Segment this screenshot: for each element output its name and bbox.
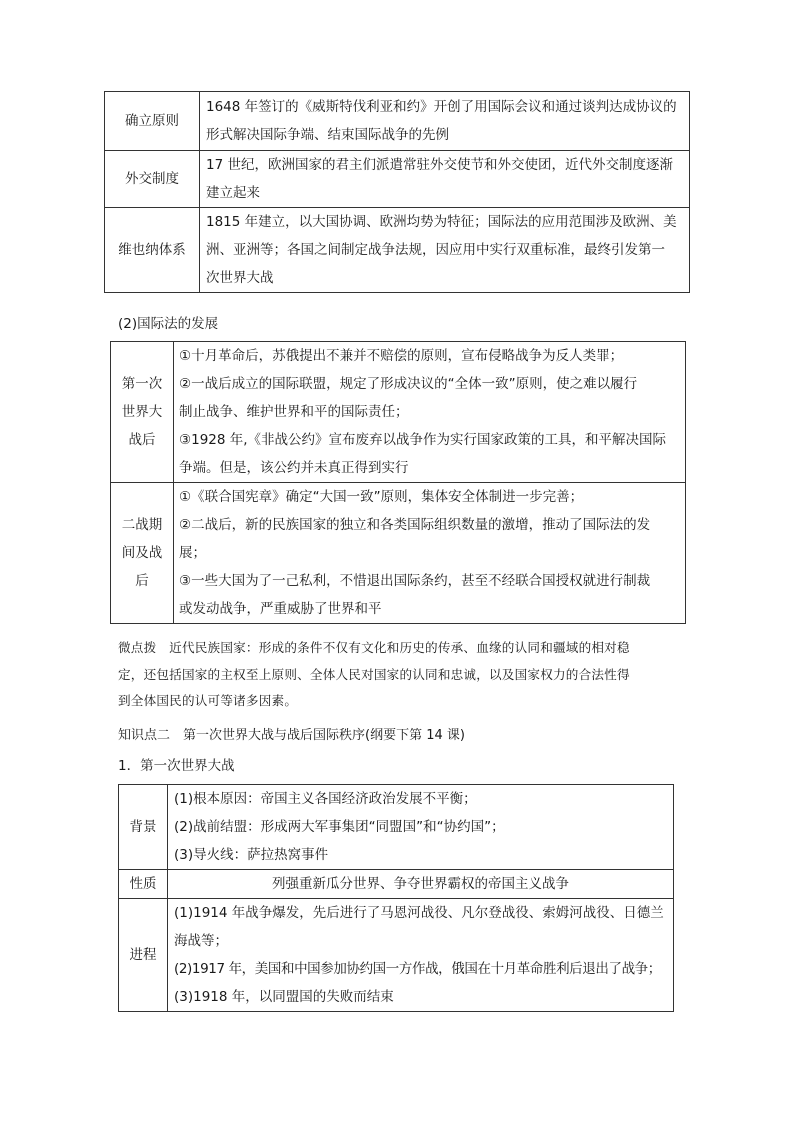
header-line: 第一次 [121, 376, 163, 392]
text-line: (3)1918 年，以同盟国的失败而结束 [174, 989, 394, 1005]
text-line: ②二战后，新的民族国家的独立和各类国际组织数量的激增，推动了国际法的发 [179, 517, 651, 533]
text-line: ③一些大国为了一己私利，不惜退出国际条约，甚至不经联合国授权就进行制裁 [179, 573, 651, 589]
text-line: ①十月革命后，苏俄提出不兼并不赔偿的原则，宣布侵略战争为反人类罪； [179, 348, 624, 364]
text-line: (1)1914 年战争爆发，先后进行了马恩河战役、凡尔登战役、索姆河战役、日德兰 [174, 905, 664, 921]
text-line: 定，还包括国家的主权至上原则、全体人民对国家的认同和忠诚，以及国家权力的合法性得 [118, 666, 630, 682]
header-line: 后 [135, 573, 149, 589]
table-row [119, 870, 674, 899]
table-row [119, 899, 674, 1012]
row-content [200, 208, 690, 293]
row-content [174, 342, 686, 483]
text-line: (2)1917 年，美国和中国参加协约国一方作战，俄国在十月革命胜利后退出了战争； [174, 961, 661, 977]
text-line: 建立起来 [206, 185, 260, 201]
header-line: 世界大 [121, 404, 163, 420]
table-row [111, 342, 686, 483]
text-line: 1648 年签订的《威斯特伐利亚和约》开创了用国际会议和通过谈判达成协议的 [206, 99, 677, 115]
table-row [105, 151, 690, 208]
table-world-war-one [118, 784, 674, 1012]
text-line: ③1928 年,《非战公约》宣布废弃以战争作为实行国家政策的工具，和平解决国际 [179, 432, 667, 448]
text-line: 制止战争、维护世界和平的国际责任； [179, 404, 409, 420]
row-content [168, 870, 674, 899]
text-line: 洲、亚洲等；各国之间制定战争法规，因应用中实行双重标准，最终引发第一 [206, 242, 665, 258]
text-line: 1815 年建立，以大国协调、欧洲均势为特征；国际法的应用范围涉及欧洲、美 [206, 214, 677, 230]
table-row [119, 785, 674, 870]
row-header: 背景 [119, 785, 168, 870]
table-row [105, 208, 690, 293]
row-header: 维也纳体系 [105, 208, 200, 293]
header-line: 二战期 [121, 517, 163, 533]
text-line: 展； [179, 545, 206, 561]
text-line: ①《联合国宪章》确定“大国一致”原则，集体安全体制进一步完善； [179, 489, 584, 505]
text-line: 争端。但是，该公约并未真正得到实行 [179, 460, 409, 476]
header-line: 战后 [128, 432, 156, 448]
row-content [174, 483, 686, 624]
section-title: (2)国际法的发展 [118, 316, 219, 332]
text-line: 或发动战争，严重威胁了世界和平 [179, 601, 382, 617]
table-row [111, 483, 686, 624]
row-content [200, 151, 690, 208]
text-line: 次世界大战 [206, 270, 274, 286]
text-line: (3)导火线：萨拉热窝事件 [174, 847, 329, 863]
text-line: 海战等； [174, 933, 228, 949]
text-line: ②一战后成立的国际联盟，规定了形成决议的“全体一致”原则，使之难以履行 [179, 376, 638, 392]
tip-paragraph [118, 635, 684, 715]
text-line: 微点拨 近代民族国家：形成的条件不仅有文化和历史的传承、血缘的认同和疆域的相对稳 [118, 640, 630, 655]
text-line: (1)根本原因：帝国主义各国经济政治发展不平衡； [174, 791, 477, 807]
row-content [200, 92, 690, 151]
text-line: 到全体国民的认可等诸多因素。 [118, 693, 298, 708]
subsection-title: 1．第一次世界大战 [118, 758, 235, 774]
row-header [111, 483, 174, 624]
row-header: 进程 [119, 899, 168, 1012]
text-line: 形式解决国际争端、结束国际战争的先例 [206, 127, 449, 143]
table-row [105, 92, 690, 151]
row-header: 外交制度 [105, 151, 200, 208]
text-line: 17 世纪，欧洲国家的君主们派遣常驻外交使节和外交使团，近代外交制度逐渐 [206, 157, 673, 173]
table-international-law-development [110, 341, 686, 624]
text-line: 列强重新瓜分世界、争夺世界霸权的帝国主义战争 [272, 876, 569, 892]
knowledge-point-heading: 知识点二 第一次世界大战与战后国际秩序(纲要下第 14 课) [118, 728, 465, 743]
text-line: (2)战前结盟：形成两大军事集团“同盟国”和“协约国”； [174, 819, 505, 835]
row-header: 性质 [119, 870, 168, 899]
row-content [168, 899, 674, 1012]
header-line: 间及战 [121, 545, 163, 561]
table-international-order-principles [104, 91, 690, 293]
row-content [168, 785, 674, 870]
row-header: 确立原则 [105, 92, 200, 151]
row-header [111, 342, 174, 483]
